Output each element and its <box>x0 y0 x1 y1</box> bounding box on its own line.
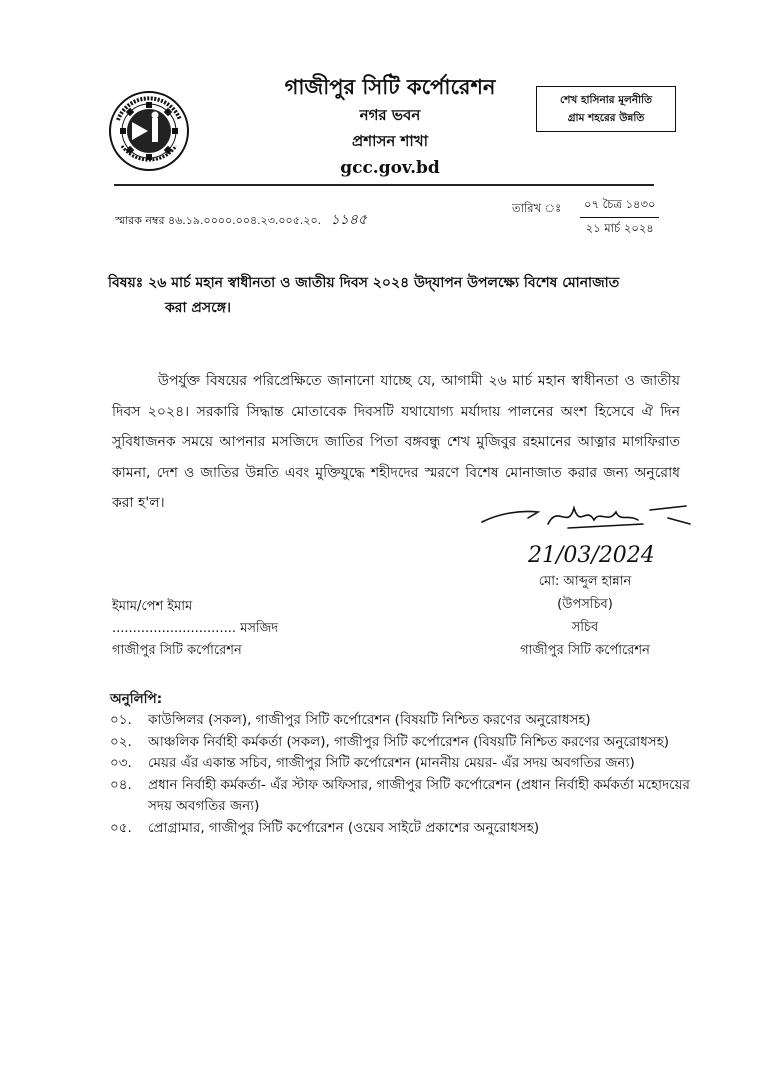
motto-line-2: গ্রাম শহরের উন্নতি <box>567 112 645 124</box>
signatory-office: গাজীপুর সিটি কর্পোরেশন <box>520 643 650 658</box>
mosque-label: মসজিদ <box>240 621 279 636</box>
subject-text: ২৬ মার্চ মহান স্বাধীনতা ও জাতীয় দিবস ২০২৪ উদ্‌যাপন উপলক্ষ্যে বিশেষ মোনাজাত <box>148 275 620 291</box>
memo-reference <box>115 208 367 232</box>
copy-text: প্রধান নির্বাহী কর্মকর্তা- এঁর স্টাফ অফিসার, গাজীপুর সিটি কর্পোরেশন (প্রধান নির্বাহী কর্মকর্তা মহোদয়ের সদয় অবগতির জন্য) <box>148 776 690 814</box>
recipient-title: ইমাম/পেশ ইমাম <box>112 599 193 614</box>
memo-number: ৪৬.১৯.০০০০.০০৪.২৩.০০৫.২০. <box>168 214 322 227</box>
copy-item <box>110 818 700 840</box>
recipient-block <box>112 596 278 662</box>
recipient-mosque <box>112 618 278 640</box>
copies-list <box>110 710 700 839</box>
date-block <box>580 196 659 239</box>
mosque-blank: .............................. <box>112 621 236 636</box>
body-paragraph: উপর্যুক্ত বিষয়ের পরিপ্রেক্ষিতে জানানো যাচ্ছে যে, আগামী ২৬ মার্চ মহান স্বাধীনতা ও জাতীয় দিবস ২০২৪। সরকারি সিদ্ধান্ত মোতাবেক দিবসটি যথাযোগ্য মর্যাদায় পালনের অংশ হিসেবে ঐ দিন সুবিধাজনক সময়ে আপনার মসজিদে জাতির পিতা বঙ্গবন্ধু শেখ মুজিবুর রহমানের আত্নার মাগফিরাত কামনা, দেশ ও জাতির উন্নতি এবং মুক্তিযুদ্ধে শহীদদের স্মরণে বিশেষ মোনাজাত করার জন্য অনুরোধ করা হ'ল। <box>112 373 680 511</box>
copy-text: আঞ্চলিক নির্বাহী কর্মকর্তা (সকল), গাজীপুর সিটি কর্পোরেশন (বিষয়টি নিশ্চিত করণের অনুরোধসহ) <box>148 733 670 750</box>
recipient-office: গাজীপুর সিটি কর্পোরেশন <box>112 643 242 658</box>
copy-number: ০২. <box>110 733 132 750</box>
letterhead <box>230 72 550 182</box>
date-bangla: ০৭ চৈত্র ১৪৩০ <box>580 196 659 218</box>
branch-name: প্রশাসন শাখা <box>352 132 428 150</box>
motto-line-1: শেখ হাসিনার মূলনীতি <box>559 94 653 106</box>
copy-item <box>110 753 700 775</box>
copies-title: অনুলিপি: <box>110 691 163 707</box>
signatory-designation: সচিব <box>571 620 599 635</box>
copy-text: মেয়র এঁর একান্ত সচিব, গাজীপুর সিটি কর্পোরেশন (মাননীয় মেয়র- এঁর সদয় অবগতির জন্য) <box>148 755 635 771</box>
copy-number: ০৩. <box>110 755 132 771</box>
signature-icon <box>468 500 698 570</box>
date-label: তারিখ ঃ <box>512 201 562 215</box>
signatory-block <box>485 570 685 662</box>
motto-box <box>536 86 676 132</box>
header-divider <box>114 184 654 186</box>
seal-icon <box>108 90 190 172</box>
organization-name: গাজীপুর সিটি কর্পোরেশন <box>284 75 496 99</box>
copy-number: ০৫. <box>110 819 132 836</box>
copy-text: কাউন্সিলর (সকল), গাজীপুর সিটি কর্পোরেশন (বিষয়টি নিশ্চিত করণের অনুরোধসহ) <box>148 712 591 728</box>
date-gregorian: ২১ মার্চ ২০২৪ <box>585 221 654 235</box>
signatory-rank: (উপসচিব) <box>557 597 613 612</box>
gazipur-city-corporation-logo <box>108 90 190 172</box>
copy-number: ০১. <box>110 712 132 728</box>
copy-item <box>110 710 700 732</box>
copy-text: প্রোগ্রামার, গাজীপুর সিটি কর্পোরেশন (ওয়েব সাইটে প্রকাশের অনুরোধসহ) <box>148 819 540 836</box>
subject-continuation: করা প্রসঙ্গে। <box>165 300 232 316</box>
building-name: নগর ভবন <box>359 106 421 124</box>
copy-item <box>110 732 700 754</box>
website: gcc.gov.bd <box>340 158 440 178</box>
subject-label: বিষয়ঃ <box>108 275 144 291</box>
handwritten-signature <box>468 500 698 570</box>
signatory-name: মো: আব্দুল হান্নান <box>538 574 632 589</box>
memo-handwritten-number: ১১৪৫ <box>330 212 367 228</box>
copy-number: ০৪. <box>110 776 132 793</box>
copy-item <box>110 775 700 818</box>
subject-line <box>108 272 688 294</box>
signature-date: 21/03/2024 <box>528 543 655 568</box>
memo-label: স্মারক নম্বর <box>115 214 165 227</box>
